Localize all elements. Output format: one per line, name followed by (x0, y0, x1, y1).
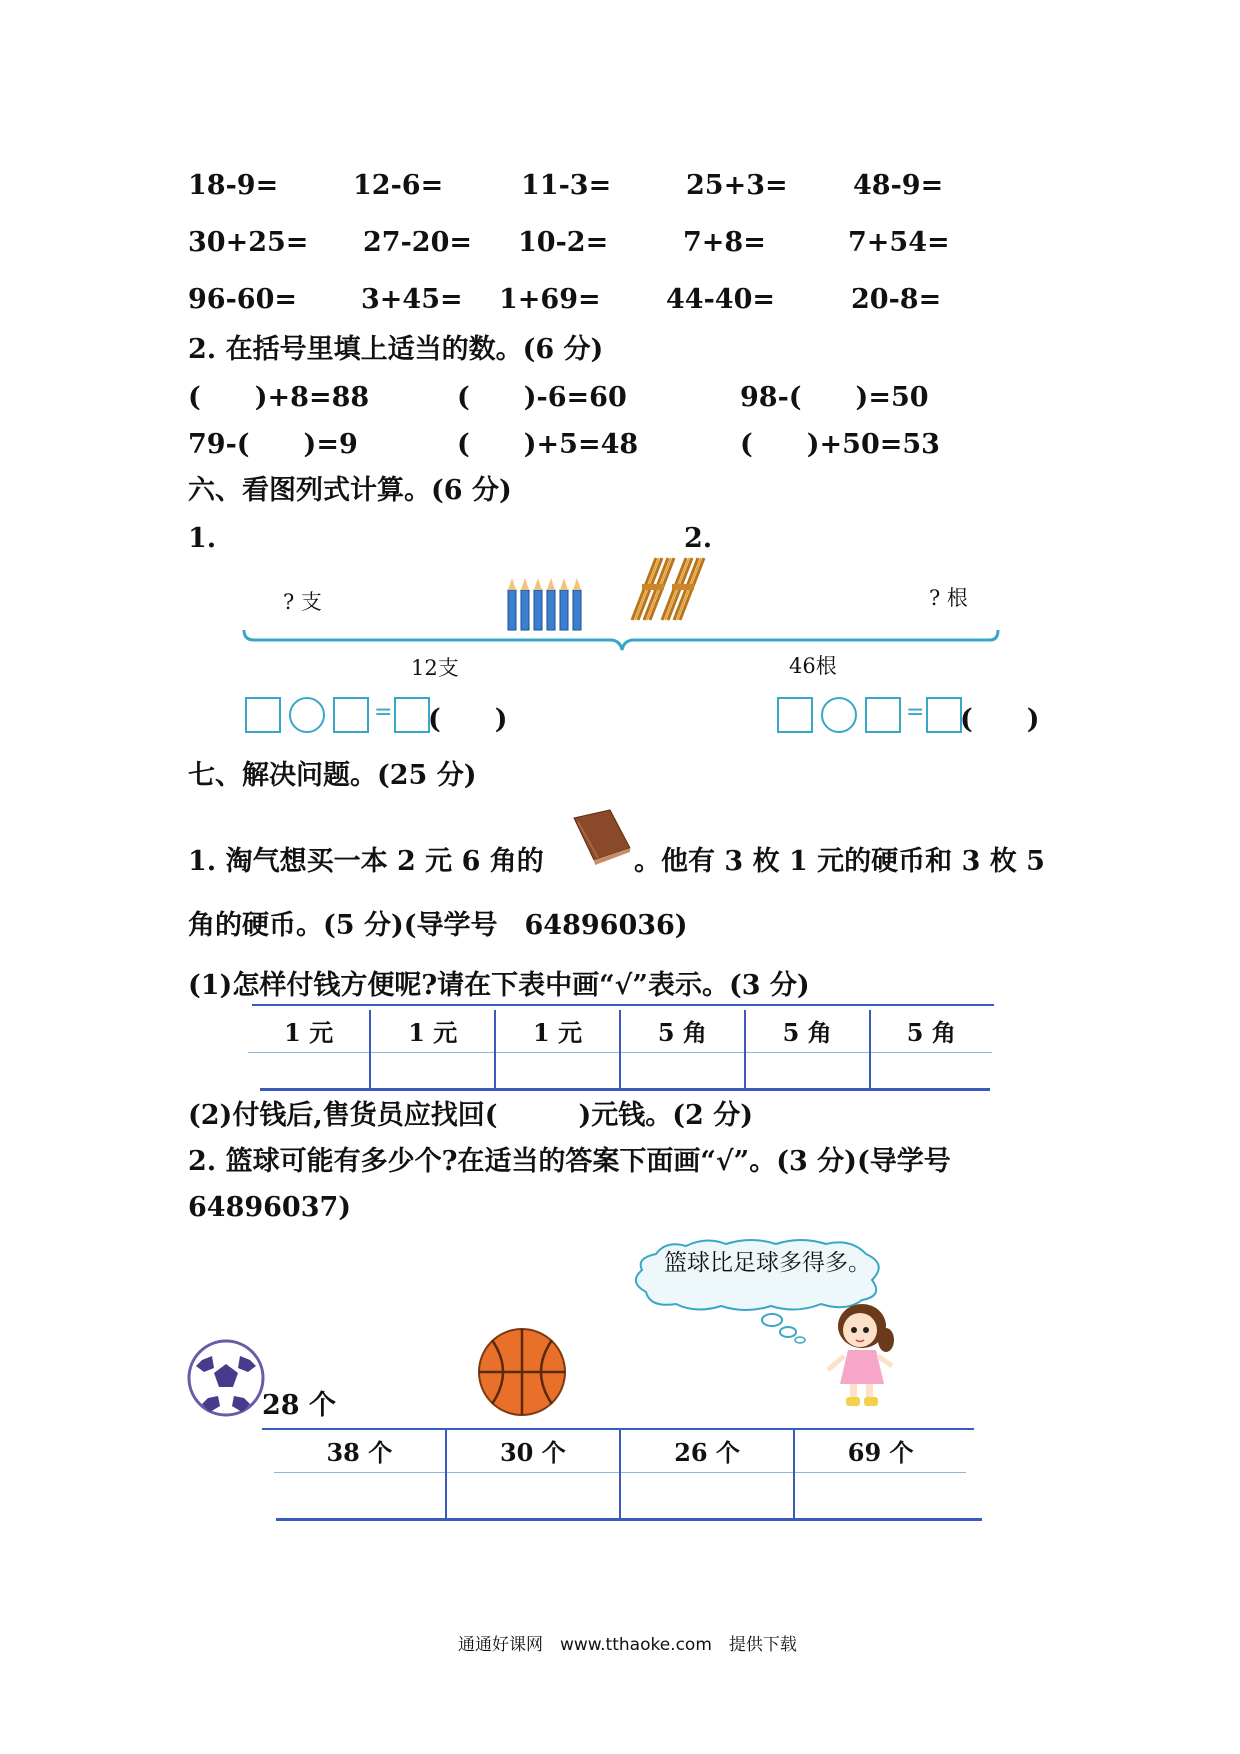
problem: 96-60= (188, 284, 297, 315)
bubble-text: 篮球比足球多得多。 (664, 1250, 871, 1276)
pencils-icon (506, 576, 590, 632)
problem-text: 角的硬币。(5 分)(导学号 64896036) (188, 910, 688, 941)
problem: 25+3= (686, 170, 788, 201)
equals-sign: = (906, 700, 925, 725)
problem: 20-8= (851, 284, 942, 315)
problem: 48-9= (853, 170, 944, 201)
fill-problem: ( )+8=88 (188, 382, 370, 413)
problem: 1+69= (499, 284, 601, 315)
table-header-cell: 5 角 (870, 1010, 992, 1052)
soccer-ball-icon (186, 1338, 266, 1418)
check-cell[interactable] (794, 1472, 966, 1518)
footer-text: 通通好课网 www.tthaoke.com 提供下载 (458, 1635, 797, 1655)
check-cell[interactable] (446, 1472, 620, 1518)
fill-problem: 98-( )=50 (740, 382, 929, 413)
answer-box[interactable] (926, 697, 962, 733)
check-cell[interactable] (248, 1052, 370, 1090)
check-cell[interactable] (495, 1052, 620, 1090)
check-cell[interactable] (620, 1472, 794, 1518)
total-label: 12支 (411, 656, 459, 680)
table-header-cell: 30 个 (446, 1430, 620, 1472)
check-cell[interactable] (274, 1472, 446, 1518)
question-text: (1)怎样付钱方便呢?请在下表中画“√”表示。(3 分) (188, 970, 810, 1001)
fill-problem: ( )+5=48 (457, 429, 639, 460)
table-header-cell: 1 元 (248, 1010, 370, 1052)
operator-circle[interactable] (821, 697, 857, 733)
book-icon (570, 808, 632, 868)
table-header-cell: 5 角 (745, 1010, 870, 1052)
check-cell[interactable] (370, 1052, 495, 1090)
fill-problem: ( )-6=60 (457, 382, 627, 413)
problem: 11-3= (521, 170, 612, 201)
problem: 7+8= (683, 227, 766, 258)
answer-box[interactable] (245, 697, 281, 733)
problem: 7+54= (848, 227, 950, 258)
problem: 12-6= (353, 170, 444, 201)
soccer-count: 28 个 (262, 1390, 336, 1421)
check-cell[interactable] (745, 1052, 870, 1090)
girl-icon (820, 1300, 902, 1410)
problem: 44-40= (666, 284, 775, 315)
operator-circle[interactable] (289, 697, 325, 733)
problem-text: 1. 淘气想买一本 2 元 6 角的 (188, 846, 544, 877)
section-title: 六、看图列式计算。(6 分) (188, 475, 512, 506)
problem-text: 2. 篮球可能有多少个?在适当的答案下面画“√”。(3 分)(导学号 (188, 1146, 951, 1177)
problem-number: 2. (684, 523, 713, 554)
problem-text: 。他有 3 枚 1 元的硬币和 3 枚 5 (634, 846, 1045, 877)
answer-box[interactable] (333, 697, 369, 733)
problem: 30+25= (188, 227, 309, 258)
table-header-cell: 1 元 (370, 1010, 495, 1052)
equals-sign: = (374, 700, 393, 725)
table-header-cell: 1 元 (495, 1010, 620, 1052)
fill-problem: ( )+50=53 (740, 429, 940, 460)
problem: 3+45= (361, 284, 463, 315)
unit-blank: ( ) (428, 704, 508, 735)
brace-line (240, 628, 1000, 652)
problem: 27-20= (363, 227, 472, 258)
problem: 10-2= (518, 227, 609, 258)
table-top-rule (252, 1004, 994, 1006)
basketball-icon (476, 1326, 568, 1418)
unknown-label: ? 根 (929, 586, 968, 610)
total-label: 46根 (789, 654, 837, 678)
table-header-cell: 69 个 (794, 1430, 966, 1472)
table-header-cell: 38 个 (274, 1430, 446, 1472)
answer-box[interactable] (777, 697, 813, 733)
question-text: (2)付钱后,售货员应找回( )元钱。(2 分) (188, 1100, 754, 1131)
problem: 18-9= (188, 170, 279, 201)
unit-blank: ( ) (960, 704, 1040, 735)
section-title: 2. 在括号里填上适当的数。(6 分) (188, 334, 604, 365)
stick-bundles-icon (626, 554, 710, 626)
table-header-cell: 26 个 (620, 1430, 794, 1472)
check-cell[interactable] (870, 1052, 992, 1090)
answer-box[interactable] (865, 697, 901, 733)
problem-number: 1. (188, 523, 217, 554)
unknown-label: ? 支 (283, 590, 322, 614)
section-title: 七、解决问题。(25 分) (188, 760, 477, 791)
answer-table (274, 1430, 966, 1518)
check-cell[interactable] (620, 1052, 745, 1090)
fill-problem: 79-( )=9 (188, 429, 358, 460)
table-header-cell: 5 角 (620, 1010, 745, 1052)
answer-box[interactable] (394, 697, 430, 733)
problem-text: 64896037) (188, 1192, 352, 1223)
coin-table (248, 1010, 992, 1090)
table-bottom-rule (276, 1518, 982, 1521)
table-bottom-rule (260, 1088, 990, 1091)
